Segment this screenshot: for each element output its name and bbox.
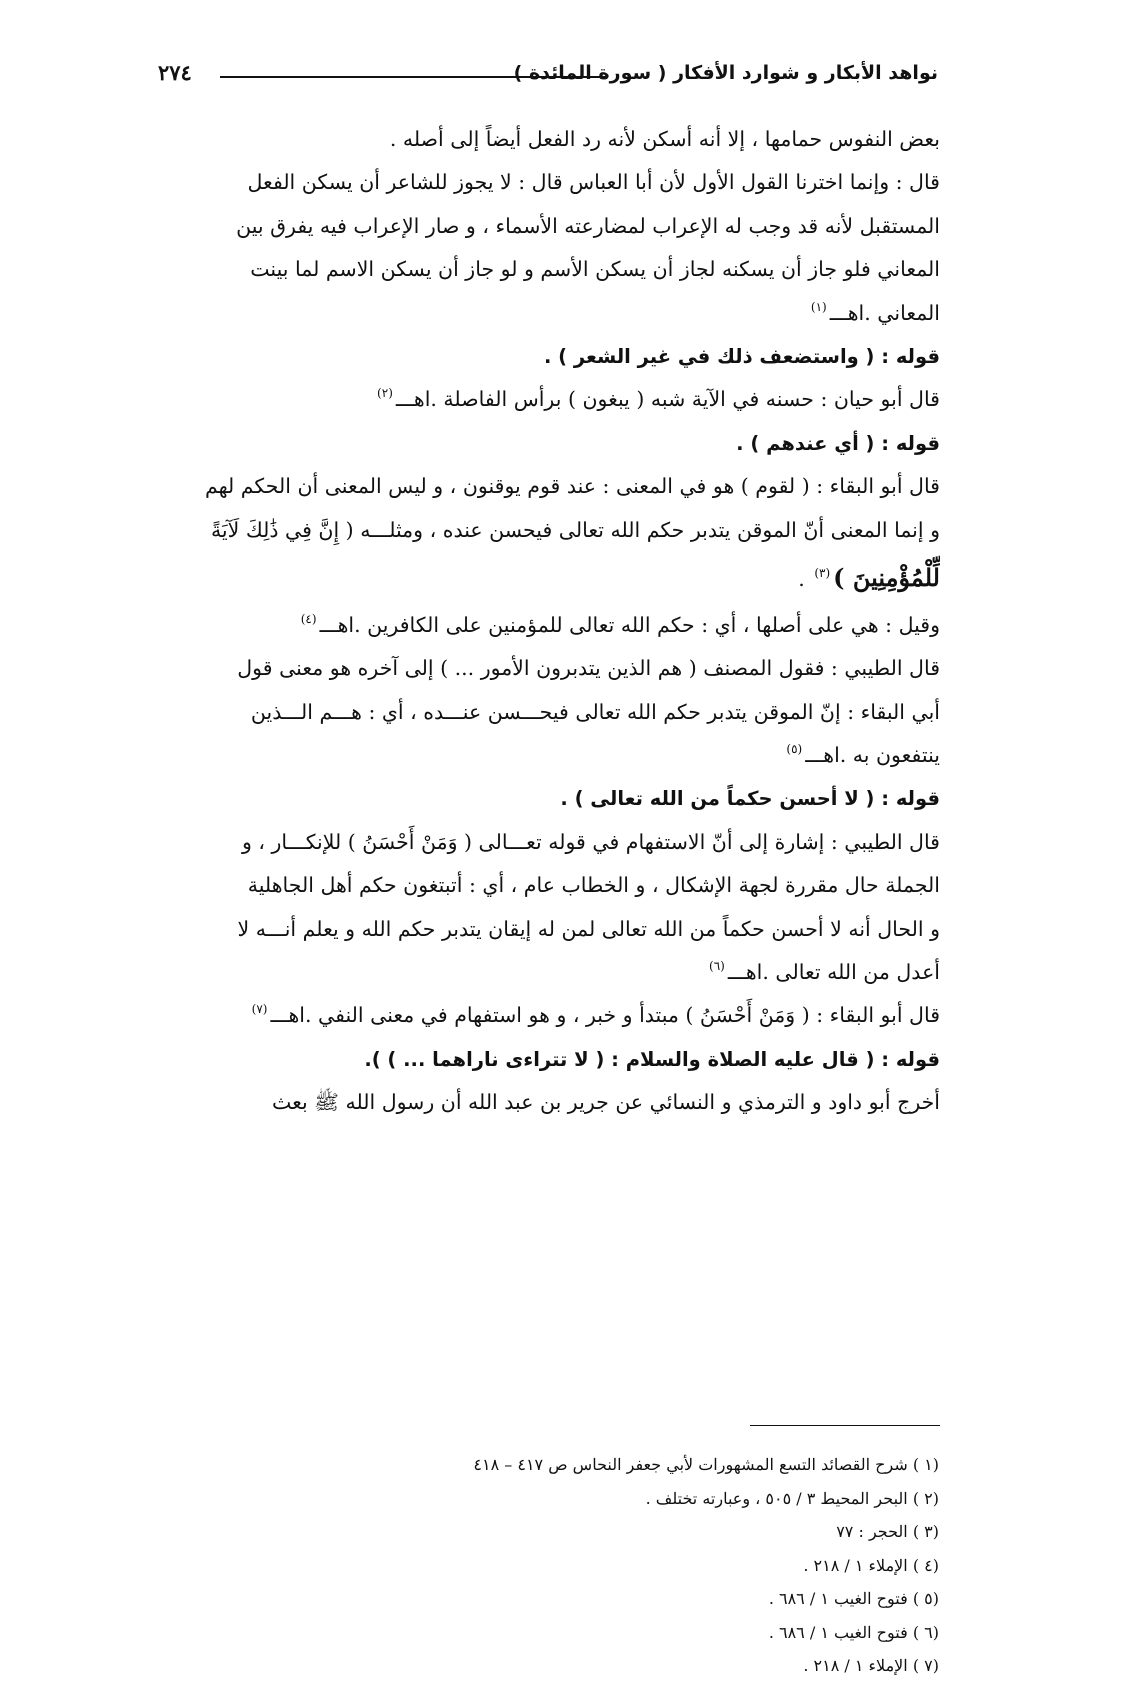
text-line: [142, 205, 940, 248]
line-text: قوله : ( قال عليه الصلاة والسلام : ( لا تتراءى ناراهما ... ) ).: [364, 1047, 940, 1071]
text-line: [142, 994, 940, 1037]
footnote-separator: [750, 1425, 940, 1426]
text-line: [142, 821, 940, 864]
text-line: [142, 604, 940, 647]
line-text: المعاني فلو جاز أن يسكنه لجاز أن يسكن الأسم و لو جاز أن يسكن الاسم لما بينت: [250, 257, 940, 282]
line-text: قال الطيبي : إشارة إلى أنّ الاستفهام في قوله تعـــالى ( وَمَنْ أَحْسَنُ ) للإنكـــار ، و: [241, 829, 940, 854]
line-text: قال أبو البقاء : ( لقوم ) هو في المعنى : عند قوم يوقنون ، و ليس المعنى أن الحكم لهم: [204, 474, 940, 499]
line-text: أخرج أبو داود و الترمذي و النسائي عن جرير بن عبد الله أن رسول الله ﷺ بعث: [271, 1090, 940, 1115]
page-number: ٢٧٤: [158, 60, 192, 85]
text-line: [142, 509, 940, 552]
footnotes: [399, 1448, 939, 1683]
line-text: و إنما المعنى أنّ الموقن يتدبر حكم الله تعالى فيحسن عنده ، ومثلـــه ( إِنَّ فِي ذَٰلِكَ لَآيَةً: [210, 517, 940, 542]
footnote-item: (٣ ) الحجر : ٧٧: [836, 1522, 939, 1541]
line-text: الجملة حال مقررة لجهة الإشكال ، و الخطاب عام ، أي : أتبتغون حكم أهل الجاهلية: [247, 873, 940, 898]
line-text: لِّلْمُؤْمِنِينَ ): [833, 562, 940, 592]
footnote-ref[interactable]: (٣): [814, 565, 831, 580]
line-text: بعض النفوس حمامها ، إلا أنه أسكن لأنه رد الفعل أيضاً إلى أصله .: [389, 127, 940, 151]
text-line: [142, 647, 940, 690]
footnote-ref[interactable]: (١): [810, 299, 827, 314]
footnote-ref[interactable]: (٧): [251, 1002, 268, 1017]
section-heading: [142, 335, 940, 378]
line-text: أعدل من الله تعالى .اهـــ: [727, 960, 940, 985]
line-text: أبي البقاء : إنّ الموقن يتدبر حكم الله تعالى فيحـــسن عنـــده ، أي : هـــم الـــذين: [250, 699, 940, 724]
footnote-item: (٥ ) فتوح الغيب ١ / ٦٨٦ .: [768, 1589, 939, 1608]
text-line: [142, 161, 940, 204]
text-line: [142, 378, 940, 421]
line-text: المستقبل لأنه قد وجب له الإعراب لمضارعته الأسماء ، و صار الإعراب فيه يفرق بين: [236, 213, 940, 238]
line-text: و الحال أنه لا أحسن حكماً من الله تعالى لمن له إيقان يتدبر حكم الله و يعلم أنـــه لا: [237, 916, 940, 941]
section-heading: [142, 422, 940, 465]
section-heading: [142, 1038, 940, 1081]
text-line: [142, 691, 940, 734]
line-text: قال أبو البقاء : ( وَمَنْ أَحْسَنُ ) مبتدأ و خبر ، و هو استفهام في معنى النفي .اهـــ: [270, 1003, 940, 1028]
text-line: [142, 734, 940, 777]
line-text: وقيل : هي على أصلها ، أي : حكم الله تعالى للمؤمنين على الكافرين .اهـــ: [319, 612, 940, 637]
footnote-ref[interactable]: (٦): [709, 959, 725, 974]
footnote-item: (٦ ) فتوح الغيب ١ / ٦٨٦ .: [768, 1622, 939, 1642]
text-line: [142, 248, 940, 291]
line-text: قوله : ( واستضعف ذلك في غير الشعر ) .: [543, 344, 940, 368]
footnote-ref[interactable]: (٤): [300, 611, 317, 626]
text-line: [142, 864, 940, 907]
running-header-title: نواهد الأبكار و شوارد الأفكار ( سورة المائدة ): [513, 62, 938, 84]
main-text: [142, 118, 940, 1125]
footnote-item: (٧ ) الإملاء ١ / ٢١٨ .: [803, 1656, 939, 1675]
text-line: [142, 465, 940, 508]
header-rule: [220, 76, 608, 78]
footnote-ref[interactable]: (٢): [377, 386, 393, 401]
line-suffix: .: [798, 566, 812, 591]
running-header: [158, 60, 938, 96]
footnote-item: (١ ) شرح القصائد التسع المشهورات لأبي جعفر النحاس ص ٤١٧ – ٤١٨: [473, 1455, 939, 1474]
footnote-item: (٤ ) الإملاء ١ / ٢١٨ .: [803, 1555, 939, 1575]
text-line: [142, 292, 940, 335]
line-text: قوله : ( أي عندهم ) .: [736, 431, 940, 455]
line-text: ينتفعون به .اهـــ: [805, 743, 940, 768]
line-text: قال أبو حيان : حسنه في الآية شبه ( يبغون ) برأس الفاصلة .اهـــ: [395, 387, 940, 412]
line-text: قال : وإنما اخترنا القول الأول لأن أبا العباس قال : لا يجوز للشاعر أن يسكن الفعل: [247, 170, 940, 195]
text-line: [142, 552, 940, 604]
line-text: قال الطيبي : فقول المصنف ( هم الذين يتدبرون الأمور ... ) إلى آخره هو معنى قول: [237, 656, 940, 681]
footnote-ref[interactable]: (٥): [786, 742, 803, 757]
text-line: [142, 118, 940, 161]
line-text: قوله : ( لا أحسن حكماً من الله تعالى ) .: [560, 787, 940, 811]
line-text: المعاني .اهـــ: [829, 300, 940, 325]
text-line: [142, 908, 940, 951]
footnote-item: (٢ ) البحر المحيط ٣ / ٥٠٥ ، وعبارته تختلف .: [645, 1488, 939, 1508]
section-heading: [142, 777, 940, 820]
text-line: [142, 1081, 940, 1124]
text-line: [142, 951, 940, 994]
